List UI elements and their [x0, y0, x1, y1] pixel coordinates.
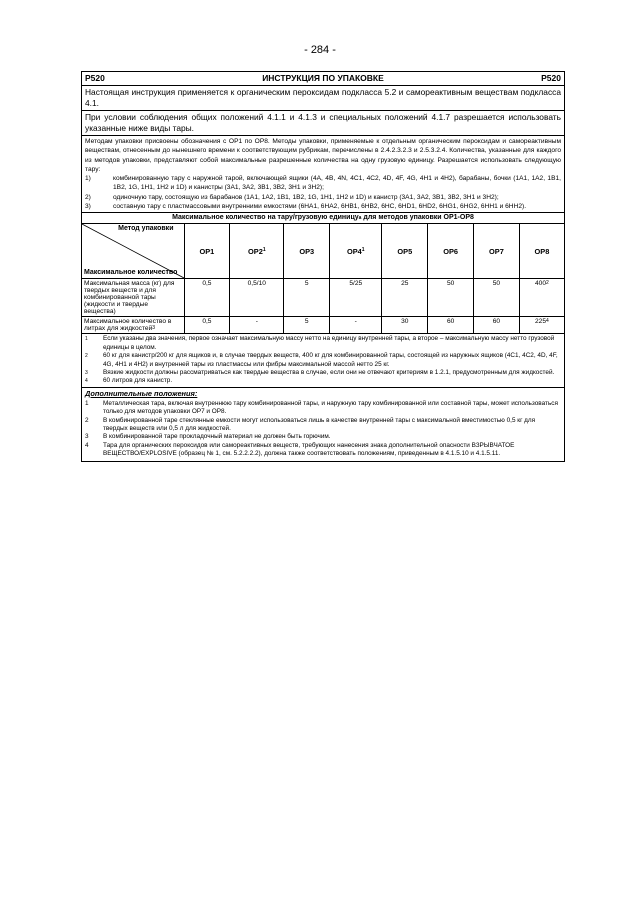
column-header: OP8 [519, 224, 564, 279]
table-cell: 0,5 [184, 317, 230, 334]
table-cell: - [230, 317, 284, 334]
column-header: $OP4^1$ [330, 224, 382, 279]
table-cell: - [330, 317, 382, 334]
packaging-item [85, 202, 561, 211]
table-cell: $400^2$ [519, 279, 564, 317]
footnote: 3 Вязкие жидкости должны рассматриваться как твердые вещества в случае, если они не отвечают критериям в 1.2.1, предусмотренным для жидкостей. [85, 369, 555, 376]
packing-instruction-box [81, 71, 565, 462]
table-cell: 0,5/10 [230, 279, 284, 317]
quantity-table [82, 224, 564, 333]
table-title [82, 213, 564, 224]
table-cell: 50 [474, 279, 520, 317]
methods-section [82, 136, 564, 213]
column-header: OP1 [184, 224, 230, 279]
provision-item: 3 В комбинированной таре прокладочный материал не должен быть горючим. [85, 433, 331, 441]
table-title-main: Максимальное количество на тару/грузовую единицу [172, 214, 359, 222]
table-row-max-volume [82, 317, 564, 334]
table-row-max-mass [82, 279, 564, 317]
column-header: OP7 [474, 224, 520, 279]
table-cell: 5 [284, 279, 330, 317]
corner-label-method: Метод упаковки [118, 225, 174, 233]
column-header: OP5 [382, 224, 428, 279]
packaging-item-number: 1) [85, 175, 91, 183]
column-header: OP3 [284, 224, 330, 279]
table-header-row [82, 224, 564, 279]
corner-label-quantity: Максимальное количество [84, 269, 178, 277]
table-title-rest: для методов упаковки OP1-OP8 [361, 214, 474, 222]
header-title: ИНСТРУКЦИЯ ПО УПАКОВКЕ [262, 73, 384, 83]
table-cell: 5/25 [330, 279, 382, 317]
column-header: $OP2^1$ [230, 224, 284, 279]
table-cell: 0,5 [184, 279, 230, 317]
packaging-item-text: составную тару с пластмассовыми внутренними емкостями (6HA1, 6HA2, 6HB1, 6HB2, 6HC, 6HD1, 6HD2, 6HG1, 6HG2, 6HH1 и 6HH2). [113, 203, 527, 211]
table-cell: 5 [284, 317, 330, 334]
packaging-item-text: комбинированную тару с наружной тарой, включающей ящики (4A, 4B, 4N, 4C1, 4C2, 4D, 4F, 4G, 4H1 и 4H2), барабаны, бочки (1A1, 1A2, 1B1, 1B2, 1G, 1H1, 1H2 и 1D) и канистры (3A1, 3A2, 3B1, 3B2, 3H1 и 3H2); [113, 175, 561, 192]
table-cell: 60 [428, 317, 474, 334]
page-number: - 284 - [304, 44, 336, 56]
footnote: 2 60 кг для канистр/200 кг для ящиков и, в случае твердых веществ, 400 кг для комбинированной тары, состоящей из наружных ящиков (4C1, 4C2, 4D, 4F, 4G, 4H1 и 4H2) и внутренней тары из пластмассы или фибры максимальной массой нетто 25 кг. [85, 352, 558, 368]
packaging-item-text: одиночную тару, состоящую из барабанов (1A1, 1A2, 1B1, 1B2, 1G, 1H1, 1H2 и 1D) и канистр (3A1, 3A2, 3B1, 3B2, 3H1 и 3H2); [113, 193, 499, 201]
provision-item: 1 Металлическая тара, включая внутреннюю тару комбинированной тары, и наружную тару комбинированной или составной тары, может использоваться только для методов упаковки OP7 и OP8. [85, 399, 558, 416]
footnote: 1 Если указаны два значения, первое означает максимальную массу нетто на единицу внутренней тары, а второе – максимальную массу нетто грузовой единицы в целом. [85, 335, 555, 351]
row-label: Максимальная масса (кг) для твердых веществ и для комбинированной тары (жидкости и твердые вещества) [82, 279, 184, 317]
instruction-header [82, 72, 564, 86]
packaging-item-number: 2) [85, 193, 91, 201]
table-cell: $225^4$ [535, 318, 549, 326]
packaging-item [85, 174, 561, 193]
intro-scope: Настоящая инструкция применяется к органическим пероксидам подкласса 5.2 и самореактивным веществам подкласса 4.1. [82, 86, 564, 111]
table-corner-cell [82, 224, 184, 279]
additional-provisions-title: Дополнительные положения: [85, 388, 198, 398]
table-cell: 60 [474, 317, 520, 334]
footnote: 4 60 литров для канистр. [85, 377, 173, 385]
additional-provisions-section [82, 388, 564, 461]
table-cell: 50 [428, 279, 474, 317]
packaging-item [85, 193, 561, 202]
packaging-item-number: 3) [85, 203, 91, 211]
methods-text: Методам упаковки присвоены обозначения с OP1 по OP8. Методы упаковки, применяемые к отдельным органическим пероксидам и самореактивным веществам, отнесенным до нынешнего времени к соответствующим рубрикам, перечислены в 2.4.2.3.2.3 и 2.5.3.2.4. Количества, указанные для каждого из методов упаковки, представляют собой максимальные разрешенные количества на одну грузовую единицу. Разрешается использовать следующую тару: [85, 138, 561, 173]
footnotes-section [82, 334, 564, 387]
table-title-footnote-mark: a [358, 215, 362, 222]
header-code-left: P520 [85, 73, 105, 83]
table-cell: 30 [382, 317, 428, 334]
row-label: Максимальное количество в литрах для жидкостей$^3$ [82, 317, 184, 334]
provision-item: 2 В комбинированной таре стеклянные емкости могут использоваться лишь в качестве внутренней тары с максимальной вместимостью 0,5 кг для твердых веществ или 0,5 л для жидкостей. [85, 416, 536, 433]
column-header: OP6 [428, 224, 474, 279]
provision-item: 4 Тара для органических пероксидов или самореактивных веществ, требующих нанесения знака дополнительной опасности ВЗРЫВЧАТОЕ ВЕЩЕСТВО/EXPLOSIVE (образец № 1, см. 5.2.2.2.2), должна также соответствовать положениям, приведенным в 4.1.5.10 и 4.1.5.11. [85, 441, 515, 458]
header-code-right: P520 [541, 73, 561, 83]
quantity-table-section [82, 213, 564, 334]
table-cell: 25 [382, 279, 428, 317]
intro-conditions: При условии соблюдения общих положений 4.1.1 и 4.1.3 и специальных положений 4.1.7 разрешается использовать указанные ниже виды тары. [82, 111, 564, 136]
